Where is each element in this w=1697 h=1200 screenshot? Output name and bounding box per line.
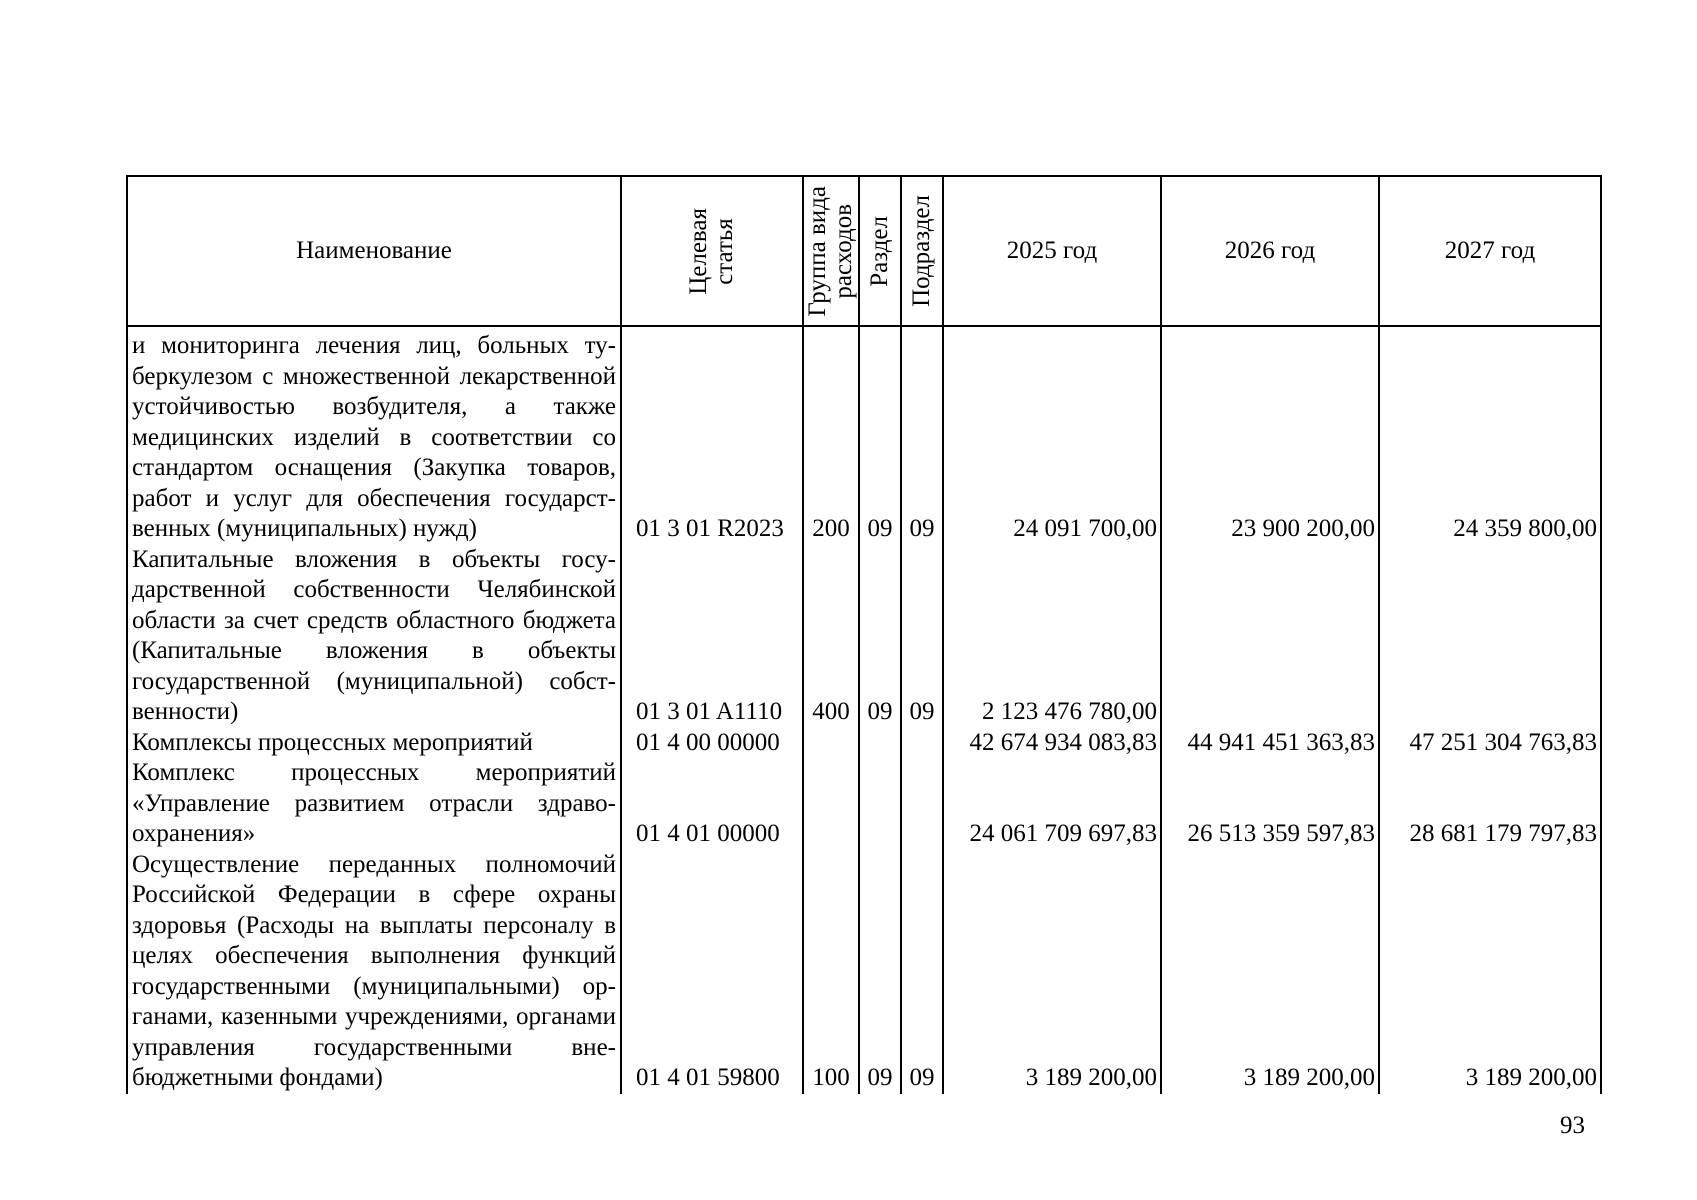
row-amount-2027: 24 359 800,00 bbox=[1379, 326, 1601, 545]
row-name: Осуществление переданных полномочий Российской Федерации в сфере охраны здоровья (Расходы на выплаты персоналу в целях обеспечения выполнения функций государственными (муниципальными) органами, казенными учреждениями, органами управления государственными внебюджетными фондами) bbox=[127, 850, 621, 1094]
row-amount-2027: 28 681 179 797,83 bbox=[1379, 758, 1601, 850]
row-section: 09 bbox=[859, 326, 901, 545]
page-number: 93 bbox=[1560, 1112, 1585, 1139]
row-amount-2027 bbox=[1379, 545, 1601, 728]
row-code: 01 4 01 00000 bbox=[621, 758, 803, 850]
row-group: 100 bbox=[803, 850, 859, 1094]
row-group: 200 bbox=[803, 326, 859, 545]
row-group bbox=[803, 728, 859, 759]
row-name: Капитальные вложения в объекты государственной собственности Челябинской области за счет средств областного бюджета (Капитальные вложения в объекты государственной (муниципальной) собственности) bbox=[127, 545, 621, 728]
row-group bbox=[803, 758, 859, 850]
header-year-2025: 2025 год bbox=[943, 176, 1161, 326]
row-section: 09 bbox=[859, 850, 901, 1094]
row-subsection: 09 bbox=[901, 850, 943, 1094]
row-amount-2025: 24 061 709 697,83 bbox=[943, 758, 1161, 850]
row-subsection: 09 bbox=[901, 326, 943, 545]
header-year-2027: 2027 год bbox=[1379, 176, 1601, 326]
table-row bbox=[127, 545, 1601, 728]
row-amount-2027: 47 251 304 763,83 bbox=[1379, 728, 1601, 759]
header-subsection: Подраздел bbox=[901, 176, 943, 326]
row-code: 01 3 01 A1110 bbox=[621, 545, 803, 728]
row-code: 01 4 00 00000 bbox=[621, 728, 803, 759]
row-name: Комплексы процессных мероприятий bbox=[127, 728, 621, 759]
row-subsection: 09 bbox=[901, 545, 943, 728]
row-code: 01 3 01 R2023 bbox=[621, 326, 803, 545]
row-amount-2027: 3 189 200,00 bbox=[1379, 850, 1601, 1094]
row-subsection bbox=[901, 758, 943, 850]
header-year-2026: 2026 год bbox=[1161, 176, 1379, 326]
table-row bbox=[127, 850, 1601, 1094]
row-amount-2026: 26 513 359 597,83 bbox=[1161, 758, 1379, 850]
row-code: 01 4 01 59800 bbox=[621, 850, 803, 1094]
row-amount-2025: 3 189 200,00 bbox=[943, 850, 1161, 1094]
header-target-article: Целевая статья bbox=[621, 176, 803, 326]
table-row bbox=[127, 728, 1601, 759]
table-header-row bbox=[127, 176, 1601, 326]
table-row bbox=[127, 758, 1601, 850]
row-amount-2026: 3 189 200,00 bbox=[1161, 850, 1379, 1094]
row-amount-2026: 44 941 451 363,83 bbox=[1161, 728, 1379, 759]
row-group: 400 bbox=[803, 545, 859, 728]
row-amount-2026 bbox=[1161, 545, 1379, 728]
header-expense-group: Группа вида расходов bbox=[803, 176, 859, 326]
budget-table bbox=[126, 175, 1602, 1094]
row-section bbox=[859, 758, 901, 850]
row-section: 09 bbox=[859, 545, 901, 728]
row-amount-2025: 42 674 934 083,83 bbox=[943, 728, 1161, 759]
table-row bbox=[127, 326, 1601, 545]
row-section bbox=[859, 728, 901, 759]
header-name: Наименование bbox=[127, 176, 621, 326]
row-amount-2025: 2 123 476 780,00 bbox=[943, 545, 1161, 728]
row-amount-2025: 24 091 700,00 bbox=[943, 326, 1161, 545]
row-amount-2026: 23 900 200,00 bbox=[1161, 326, 1379, 545]
row-name: Комплекс процессных мероприятий «Управление развитием отрасли здравоохранения» bbox=[127, 758, 621, 850]
header-section: Раздел bbox=[859, 176, 901, 326]
row-name: и мониторинга лечения лиц, больных туберкулезом с множественной лекарственной устойчивостью возбудителя, а также медицинских изделий в соответствии со стандартом оснащения (Закупка товаров, работ и услуг для обеспечения государственных (муниципальных) нужд) bbox=[127, 326, 621, 545]
row-subsection bbox=[901, 728, 943, 759]
